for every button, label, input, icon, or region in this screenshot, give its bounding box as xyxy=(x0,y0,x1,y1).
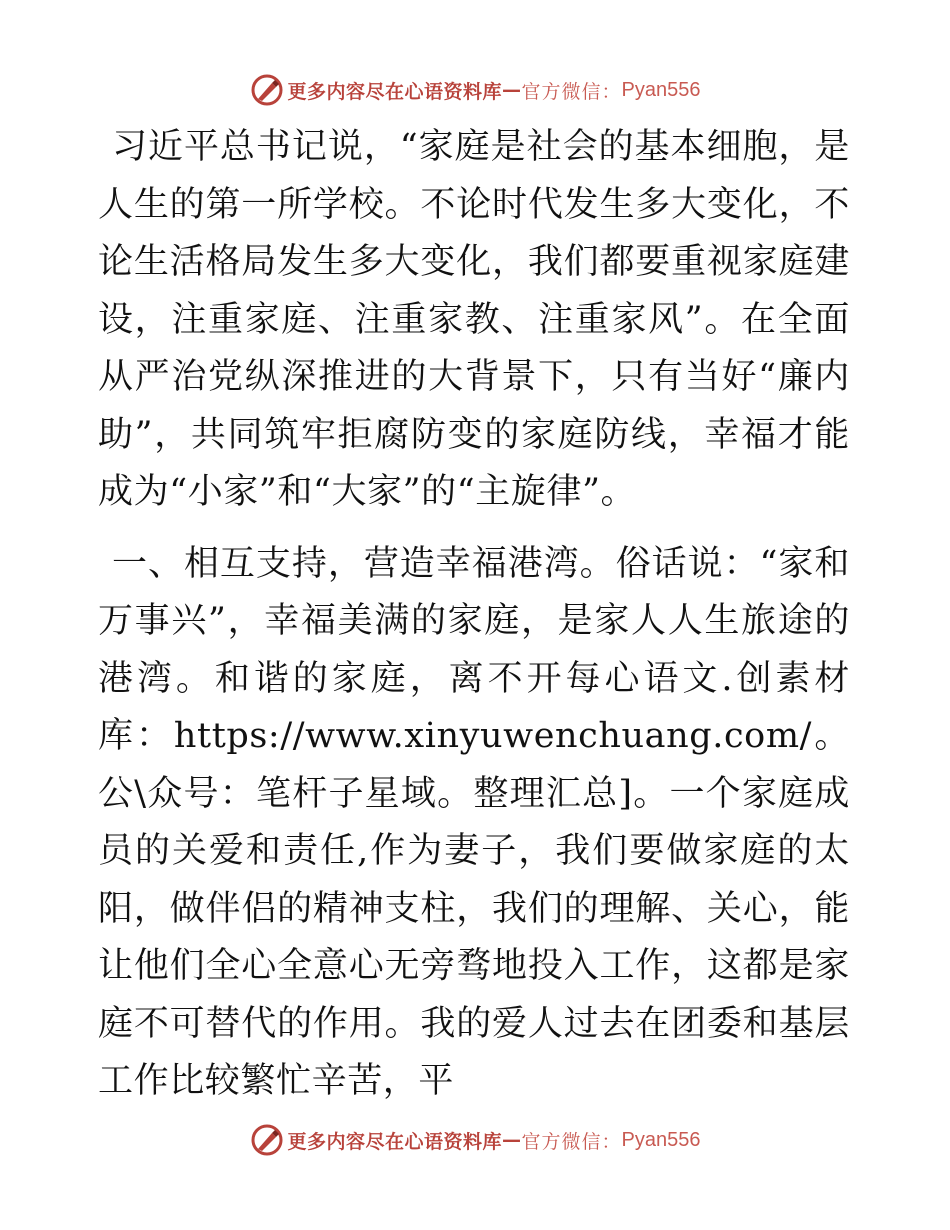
header-wechat-id: Pyan556 xyxy=(621,78,701,101)
footer-wechat-id: Pyan556 xyxy=(621,1128,701,1151)
footer-banner xyxy=(0,1120,950,1160)
footer-slogan: 更多内容尽在心语资料库 xyxy=(287,1130,503,1153)
header-wechat-label: 官方微信： xyxy=(521,80,622,103)
body-paragraph-2: 一、相互支持，营造幸福港湾。俗话说：“家和万事兴”，幸福美满的家庭，是家人人生旅途的港湾。和谐的家庭，离不开每心语文.创素材库：https://www.xinyuwenchuang.com/。公\众号：笔杆子星域。整理汇总]。一个家庭成员的关爱和责任,作为妻子，我们要做家庭的太阳，做伴侣的精神支柱，我们的理解、关心，能让他们全心全意心无旁骛地投入工作，这都是家庭不可替代的作用。我的爱人过去在团委和基层工作比较繁忙辛苦，平 xyxy=(98,543,850,1101)
pen-logo-icon xyxy=(250,1123,284,1157)
pen-logo-icon xyxy=(250,73,284,107)
footer-wechat-label: 官方微信： xyxy=(521,1130,622,1153)
footer-dash: — xyxy=(502,1129,522,1151)
header-banner xyxy=(0,70,950,110)
document-body xyxy=(98,119,850,1111)
body-paragraph-1: 习近平总书记说，“家庭是社会的基本细胞，是人生的第一所学校。不论时代发生多大变化，不论生活格局发生多大变化，我们都要重视家庭建设，注重家庭、注重家教、注重家风”。在全面从严治党纵深推进的大背景下，只有当好“廉内助”，共同筑牢拒腐防变的家庭防线，幸福才能成为“小家”和“大家”的“主旋律”。 xyxy=(98,127,850,512)
header-slogan: 更多内容尽在心语资料库 xyxy=(287,80,503,103)
header-dash: — xyxy=(502,79,522,101)
